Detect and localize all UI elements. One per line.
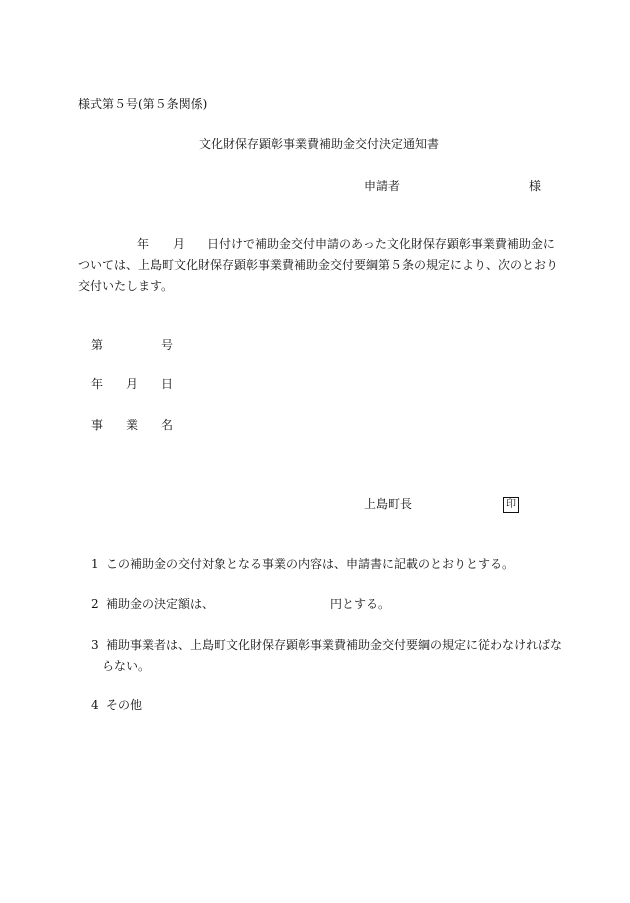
condition-3-line-1: 補助事業者は、上島町文化財保存顕彰事業費補助金交付要綱の規定に従わなければな <box>106 638 563 652</box>
issuer-title: 上島町長 <box>364 497 413 511</box>
intro-year: 年 <box>137 237 150 251</box>
condition-2-text-a: 補助金の決定額は、 <box>106 597 215 611</box>
intro-line-2: ついては、上島町文化財保存顕彰事業費補助金交付要綱第５条の規定により、次のとおり <box>78 258 559 272</box>
applicant-honorific: 様 <box>529 179 542 193</box>
condition-4-text: その他 <box>106 698 143 712</box>
condition-1-num: 1 <box>91 557 99 571</box>
condition-4-num: 4 <box>91 698 99 712</box>
condition-1-text: この補助金の交付対象となる事業の内容は、申請書に記載のとおりとする。 <box>106 557 515 571</box>
document-title: 文化財保存顕彰事業費補助金交付決定通知書 <box>199 137 440 151</box>
intro-line-1: 日付けで補助金交付申請のあった文化財保存顕彰事業費補助金に <box>207 237 555 251</box>
condition-2-text-b: 円とする。 <box>330 597 391 611</box>
condition-2-num: 2 <box>91 597 99 611</box>
condition-3-line-2: らない。 <box>102 659 151 673</box>
date-day: 日 <box>161 377 174 391</box>
date-month: 月 <box>126 377 139 391</box>
seal-box <box>503 497 519 513</box>
project-name-char-3: 名 <box>161 418 174 432</box>
intro-month: 月 <box>173 237 186 251</box>
form-label: 様式第５号(第５条関係) <box>78 97 208 111</box>
number-prefix: 第 <box>91 338 104 352</box>
intro-line-3: 交付いたします。 <box>78 279 174 293</box>
applicant-label: 申請者 <box>364 179 401 193</box>
seal-text: 印 <box>506 499 516 510</box>
date-year: 年 <box>91 377 104 391</box>
number-suffix: 号 <box>161 338 174 352</box>
project-name-char-1: 事 <box>91 418 104 432</box>
project-name-char-2: 業 <box>126 418 139 432</box>
condition-3-num: 3 <box>91 638 99 652</box>
